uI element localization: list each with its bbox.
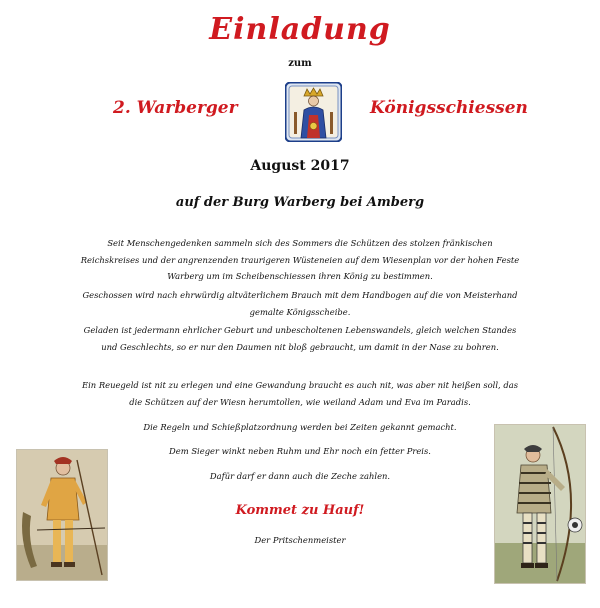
archer-right-image: [494, 424, 586, 584]
paragraph-intro: Seit Menschengedenken sammeln sich des Sommers die Schützen des stolzen fränkischen Reichskreises und der angrenzenden traurigeren Wüsteneien auf dem Wiesenplan vor der hohen Feste Warberg um im Scheibenschiessen ihren König zu bestimmen.: [80, 238, 520, 281]
event-location: auf der Burg Warberg bei Amberg: [175, 195, 425, 210]
paragraph-bill: Dafür darf er dann auch die Zeche zahlen.: [209, 471, 391, 481]
archer-left-image: [16, 449, 108, 581]
paragraph-shooting: Geschossen wird nach ehrwürdig altväterlichem Brauch mit dem Handbogen auf die von Meisterhand gemalte Königsscheibe.: [82, 290, 518, 317]
invitation-title: Einladung: [209, 12, 391, 47]
longbow-archer-icon: [495, 425, 585, 583]
paragraph-rules: Die Regeln und Schießplatzordnung werden bei Zeiten gekannt gemacht.: [143, 422, 457, 432]
paragraph-prize: Dem Sieger winkt neben Ruhm und Ehr noch ein fetter Preis.: [169, 446, 431, 456]
zum-label: zum: [288, 58, 312, 69]
motto: Kommet zu Hauf!: [235, 503, 365, 518]
king-emblem-image: [285, 82, 342, 142]
event-heading-left: 2. Warberger: [113, 98, 238, 118]
paragraph-fee: Ein Reuegeld ist nit zu erlegen und eine Gewandung braucht es auch nit, was aber nit heißen soll, das die Schützen auf der Wiesn herumtollen, wie weiland Adam und Eva im Paradis.: [81, 380, 519, 407]
event-heading-right: Königsschiessen: [370, 98, 528, 118]
paragraph-invited: Geladen ist jedermann ehrlicher Geburt und unbescholtenen Lebenswandels, gleich welchen Standes und Geschlechts, so er nur den Daumen nit bloß gebraucht, um damit in der Nase zu bohren.: [83, 325, 517, 352]
archer-figure-icon: [17, 450, 107, 580]
event-date: August 2017: [250, 158, 350, 174]
signature: Der Pritschenmeister: [254, 535, 346, 545]
crowned-king-icon: [285, 82, 342, 142]
